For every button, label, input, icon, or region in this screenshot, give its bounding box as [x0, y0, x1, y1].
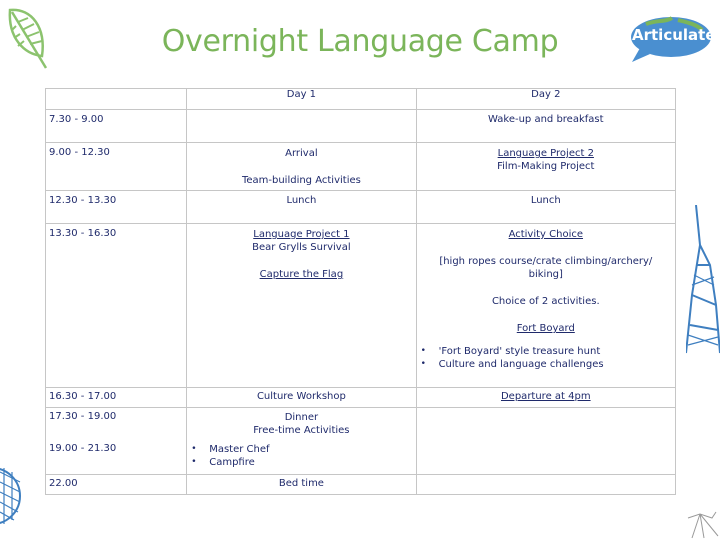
day1-cell: Bed time [187, 475, 416, 495]
table-header-row [46, 89, 676, 110]
header-day2: Day 2 [416, 89, 675, 110]
day2-item: [high ropes course/crate climbing/archery/ [439, 256, 653, 267]
list-item: • Master Chef [209, 443, 415, 456]
time-cell: 13.30 - 16.30 [46, 224, 187, 388]
table-row [46, 408, 676, 475]
list-item: • 'Fort Boyard' style treasure hunt [439, 345, 675, 358]
time-cell: 22.00 [46, 475, 187, 495]
time-cell [46, 408, 187, 475]
day2-item: Fort Boyard [516, 323, 575, 334]
day2-cell: Departure at 4pm [416, 388, 675, 408]
day1-cell: Culture Workshop [187, 388, 416, 408]
day2-item: Choice of 2 activities. [491, 296, 600, 307]
header-day1: Day 1 [187, 89, 416, 110]
tripod-icon [682, 508, 720, 540]
day2-cell: Wake-up and breakfast [416, 110, 675, 143]
day1-item: Bear Grylls Survival [252, 242, 351, 253]
day1-item: Team-building Activities [241, 175, 361, 186]
day2-cell [416, 143, 675, 191]
day1-cell [187, 224, 416, 388]
logo-text: Articulate [632, 26, 716, 44]
list-item: • Culture and language challenges [439, 358, 675, 371]
table-row [46, 475, 676, 495]
day1-cell [187, 110, 416, 143]
time-slot: 19.00 - 21.30 [49, 443, 117, 454]
day2-cell [416, 408, 675, 475]
day1-item: Free-time Activities [253, 425, 350, 436]
eiffel-tower-icon [686, 205, 720, 355]
time-cell: 12.30 - 13.30 [46, 191, 187, 224]
header-time-cell [46, 89, 187, 110]
day2-cell [416, 475, 675, 495]
day1-item: Dinner [284, 412, 319, 423]
table-row [46, 191, 676, 224]
day1-item: Capture the Flag [259, 269, 344, 280]
table-row [46, 224, 676, 388]
day2-item: Film-Making Project [497, 161, 595, 172]
day1-cell [187, 143, 416, 191]
table-row [46, 143, 676, 191]
day2-item: biking] [528, 269, 563, 280]
schedule-table [45, 88, 676, 495]
time-cell: 9.00 - 12.30 [46, 143, 187, 191]
day1-item: Arrival [285, 148, 318, 159]
time-cell: 16.30 - 17.00 [46, 388, 187, 408]
globe-icon [0, 452, 22, 540]
day2-bullet-list [417, 345, 675, 371]
day1-item: Language Project 1 [253, 229, 350, 240]
page-title: Overnight Language Camp [161, 24, 559, 59]
day2-cell: Lunch [416, 191, 675, 224]
day1-bullet-list [187, 443, 415, 469]
day2-item: Language Project 2 [497, 148, 594, 159]
table-row [46, 388, 676, 408]
table-row [46, 110, 676, 143]
day1-cell: Lunch [187, 191, 416, 224]
day1-cell [187, 408, 416, 475]
list-item: • Campfire [209, 456, 415, 469]
time-slot: 17.30 - 19.00 [49, 411, 117, 422]
day2-cell [416, 224, 675, 388]
day2-item: Activity Choice [508, 229, 584, 240]
time-cell: 7.30 - 9.00 [46, 110, 187, 143]
